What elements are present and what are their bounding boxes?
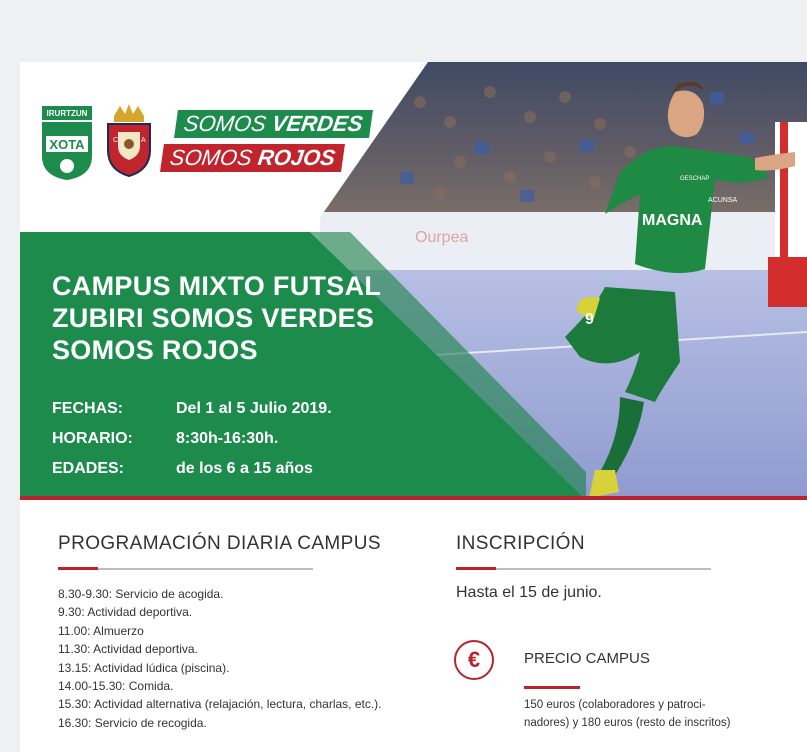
schedule-item: 11.30: Actividad deportiva. (58, 642, 198, 657)
schedule-item: 9.30: Actividad deportiva. (58, 605, 193, 620)
osasuna-logo (104, 102, 154, 178)
poster (20, 62, 807, 752)
hero-bottom-rule (20, 496, 807, 500)
xota-top-text: IRURTZUN (46, 109, 88, 118)
jersey-sponsor: MAGNA (642, 212, 703, 229)
slogan-line-verdes: SOMOS VERDES (174, 110, 372, 138)
schedule-item: 8.30-9.30: Servicio de acogida. (58, 587, 224, 601)
inscripcion-rule (456, 568, 711, 570)
jersey-brand1: GESCHAP (680, 176, 710, 182)
campus-title: CAMPUS MIXTO FUTSAL ZUBIRI SOMOS VERDES SOMOS ROJOS (52, 271, 382, 365)
price-accent (524, 686, 580, 689)
xota-main-text: XOTA (49, 137, 85, 152)
fact-horario: HORARIO: 8:30h-16:30h. (52, 430, 279, 447)
price-title: PRECIO CAMPUS (524, 650, 650, 667)
programacion-rule (58, 568, 313, 570)
banner-text: Ourpea (415, 229, 469, 246)
fact-fechas: FECHAS: Del 1 al 5 Julio 2019. (52, 400, 332, 417)
price-text: 150 euros (colaboradores y patroci- nadores) y 180 euros (resto de inscritos) (524, 699, 731, 729)
inscripcion-deadline: Hasta el 15 de junio. (456, 584, 602, 601)
slogan-line-rojos: SOMOS ROJOS (160, 144, 345, 172)
shorts-number: 9 (585, 311, 594, 328)
schedule-item: 16.30: Servicio de recogida. (58, 715, 207, 730)
schedule-item: 13.15: Actividad lúdica (piscina). (58, 660, 230, 675)
schedule-item: 15.30: Actividad alternativa (relajación, lectura, charlas, etc.). (58, 697, 382, 712)
slogan (166, 110, 365, 176)
inscripcion-title: INSCRIPCIÓN (456, 533, 585, 554)
svg-text:A: A (141, 137, 146, 144)
fact-edades: EDADES: de los 6 a 15 años (52, 460, 313, 477)
programacion-title: PROGRAMACIÓN DIARIA CAMPUS (58, 533, 381, 554)
xota-logo (40, 106, 94, 180)
jersey-brand2: ACUNSA (708, 197, 738, 204)
euro-icon: € (454, 640, 494, 680)
schedule-list (58, 585, 438, 732)
schedule-item: 14.00-15.30: Comida. (58, 679, 174, 694)
hero-section (20, 62, 807, 500)
schedule-item: 11.00: Almuerzo (58, 623, 144, 638)
svg-text:C: C (113, 137, 119, 144)
